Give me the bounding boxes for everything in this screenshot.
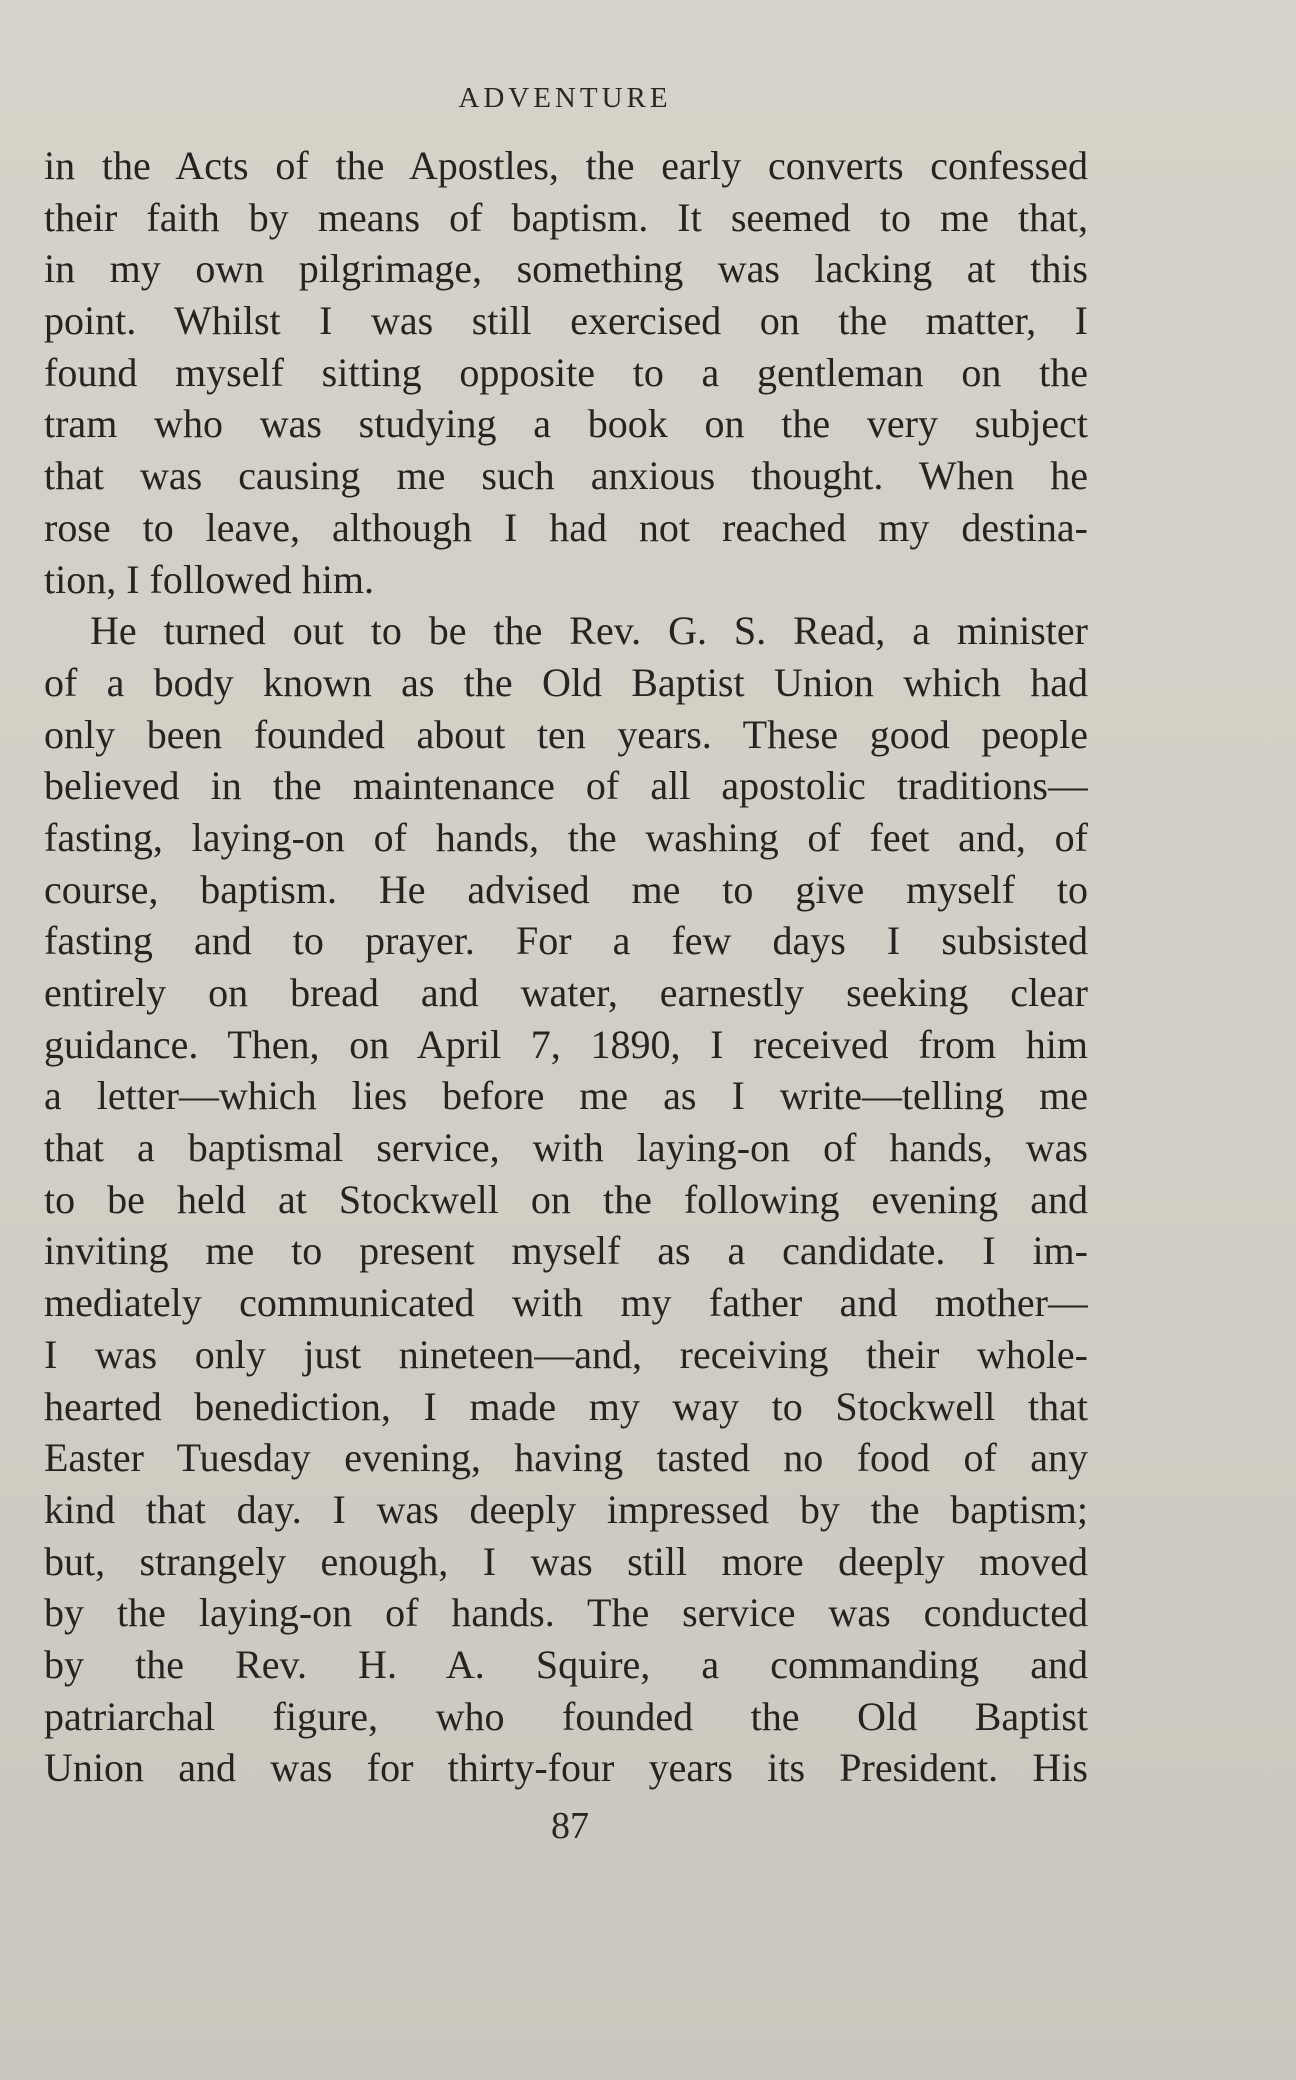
text-line: their faith by means of baptism. It seemed to me that, [44, 194, 1088, 240]
body-text [44, 140, 1088, 1794]
text-line: rose to leave, although I had not reached my destina- [44, 504, 1088, 550]
text-line: I was only just nineteen—and, receiving their whole- [44, 1331, 1088, 1377]
text-line: that a baptismal service, with laying-on of hands, was [44, 1125, 1088, 1171]
page-number: 87 [551, 1805, 589, 1847]
text-line: guidance. Then, on April 7, 1890, I received from him [44, 1021, 1088, 1067]
text-line: fasting, laying-on of hands, the washing of feet and, of [44, 814, 1088, 860]
text-line: tram who was studying a book on the very subject [44, 401, 1088, 447]
text-line: point. Whilst I was still exercised on the matter, I [44, 298, 1088, 344]
text-line: that was causing me such anxious thought. When he [44, 453, 1088, 499]
text-line: in my own pilgrimage, something was lacking at this [44, 246, 1088, 292]
text-line: entirely on bread and water, earnestly seeking clear [44, 970, 1088, 1015]
text-line: by the Rev. H. A. Squire, a commanding and [44, 1641, 1088, 1687]
text-line: mediately communicated with my father and mother— [44, 1280, 1088, 1326]
text-line: by the laying-on of hands. The service was conducted [44, 1590, 1088, 1636]
text-line: Easter Tuesday evening, having tasted no food of any [44, 1435, 1088, 1481]
text-line: to be held at Stockwell on the following evening and [44, 1176, 1088, 1222]
text-line: of a body known as the Old Baptist Union which had [44, 659, 1088, 705]
paragraph-1 [44, 140, 1088, 605]
text-line: He turned out to be the Rev. G. S. Read, a minister [90, 608, 1088, 654]
text-line: found myself sitting opposite to a gentleman on the [44, 349, 1088, 395]
text-line: hearted benediction, I made my way to Stockwell that [44, 1383, 1088, 1429]
text-line: only been founded about ten years. These good people [44, 711, 1088, 757]
text-line: but, strangely enough, I was still more deeply moved [44, 1538, 1088, 1584]
text-line: kind that day. I was deeply impressed by the baptism; [44, 1486, 1088, 1532]
text-line: in the Acts of the Apostles, the early converts confessed [44, 143, 1088, 188]
running-head: ADVENTURE [458, 82, 672, 114]
paragraph-2 [44, 605, 1088, 1794]
text-line: Union and was for thirty-four years its President. His [44, 1745, 1088, 1791]
text-line: a letter—which lies before me as I write—telling me [44, 1073, 1088, 1119]
text-line: course, baptism. He advised me to give myself to [44, 866, 1088, 912]
text-line: inviting me to present myself as a candidate. I im- [44, 1228, 1088, 1274]
text-line: patriarchal figure, who founded the Old Baptist [44, 1693, 1088, 1739]
text-line: believed in the maintenance of all apostolic traditions— [44, 763, 1088, 809]
text-line: fasting and to prayer. For a few days I subsisted [44, 918, 1088, 964]
text-line: tion, I followed him. [44, 556, 374, 602]
